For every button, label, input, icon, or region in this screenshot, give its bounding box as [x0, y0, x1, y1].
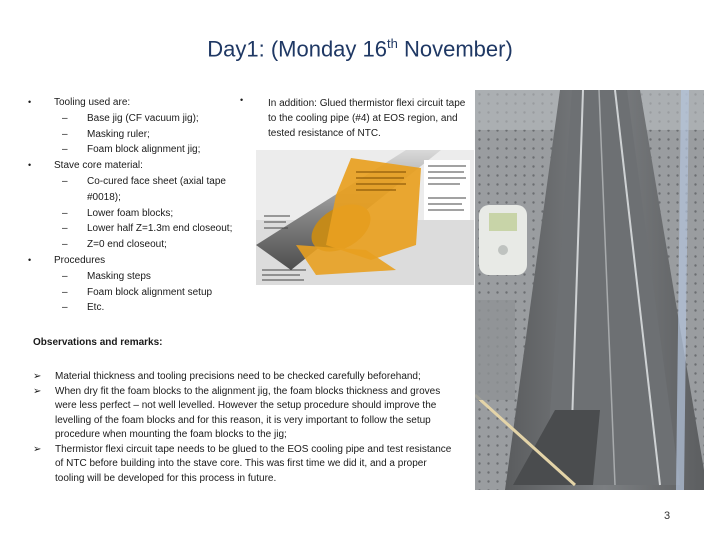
arrow-bullet-icon: ➢ [33, 371, 42, 382]
procedures-heading: Procedures [54, 254, 106, 266]
arrow-bullet-icon: ➢ [33, 385, 42, 397]
tooling-list [54, 111, 254, 158]
addition-text: In addition: Glued thermistor flexi circuit tape to the cooling pipe (#4) at EOS region, and tested resistance of NTC. [268, 98, 466, 139]
observations-list [33, 370, 458, 486]
list-item: – Co-cured face sheet (axial tape #0018); [54, 174, 237, 206]
bullet-icon: • [28, 97, 32, 107]
list-item: ➢ Thermistor flexi circuit tape needs to be glued to the EOS cooling pipe and test resistance of NTC before building into the stave core. This was first time we did it, and a proper tooling will be developed for this process in future. [33, 443, 452, 484]
stave-heading: Stave core material: [54, 160, 143, 172]
slide-title: Day1: (Monday 16th November) [207, 36, 513, 62]
list-item: – Masking steps [54, 269, 254, 285]
list-item: ➢ Material thickness and tooling precisions need to be checked carefully beforehand; [33, 370, 458, 385]
list-item: – Base jig (CF vacuum jig); [54, 111, 254, 127]
stave-illustration [475, 90, 704, 490]
list-item: – Foam block alignment setup [54, 285, 254, 301]
bullet-icon: • [28, 254, 32, 265]
list-item: ➢ When dry fit the foam blocks to the alignment jig, the foam blocks thickness and groves were less perfect – not well levelled. However the setup procedure should improve the levelling of the foam blocks and for this reason, it is very important to follow the setup procedure when mounting the foam blocks to the jig; [33, 385, 441, 440]
list-item: – Masking ruler; [54, 127, 254, 143]
thermistor-pipe-photo [256, 150, 474, 285]
list-item: – Foam block alignment jig; [54, 142, 254, 158]
left-column [28, 95, 254, 316]
list-item: – Lower half Z=1.3m end closeout; [54, 221, 254, 237]
page-number: 3 [664, 510, 671, 522]
bullet-icon: • [240, 95, 244, 105]
stave-list [54, 174, 254, 253]
bullet-icon: • [28, 160, 32, 171]
list-item: – Lower foam blocks; [54, 206, 254, 222]
list-item: – Z=0 end closeout; [54, 237, 254, 253]
stave-photo [475, 90, 704, 490]
list-item: – Etc. [54, 300, 254, 316]
observations-heading: Observations and remarks: [33, 337, 163, 348]
tooling-heading: Tooling used are: [54, 97, 131, 108]
pipe-illustration [256, 150, 474, 285]
arrow-bullet-icon: ➢ [33, 443, 42, 455]
procedures-list [54, 269, 254, 316]
